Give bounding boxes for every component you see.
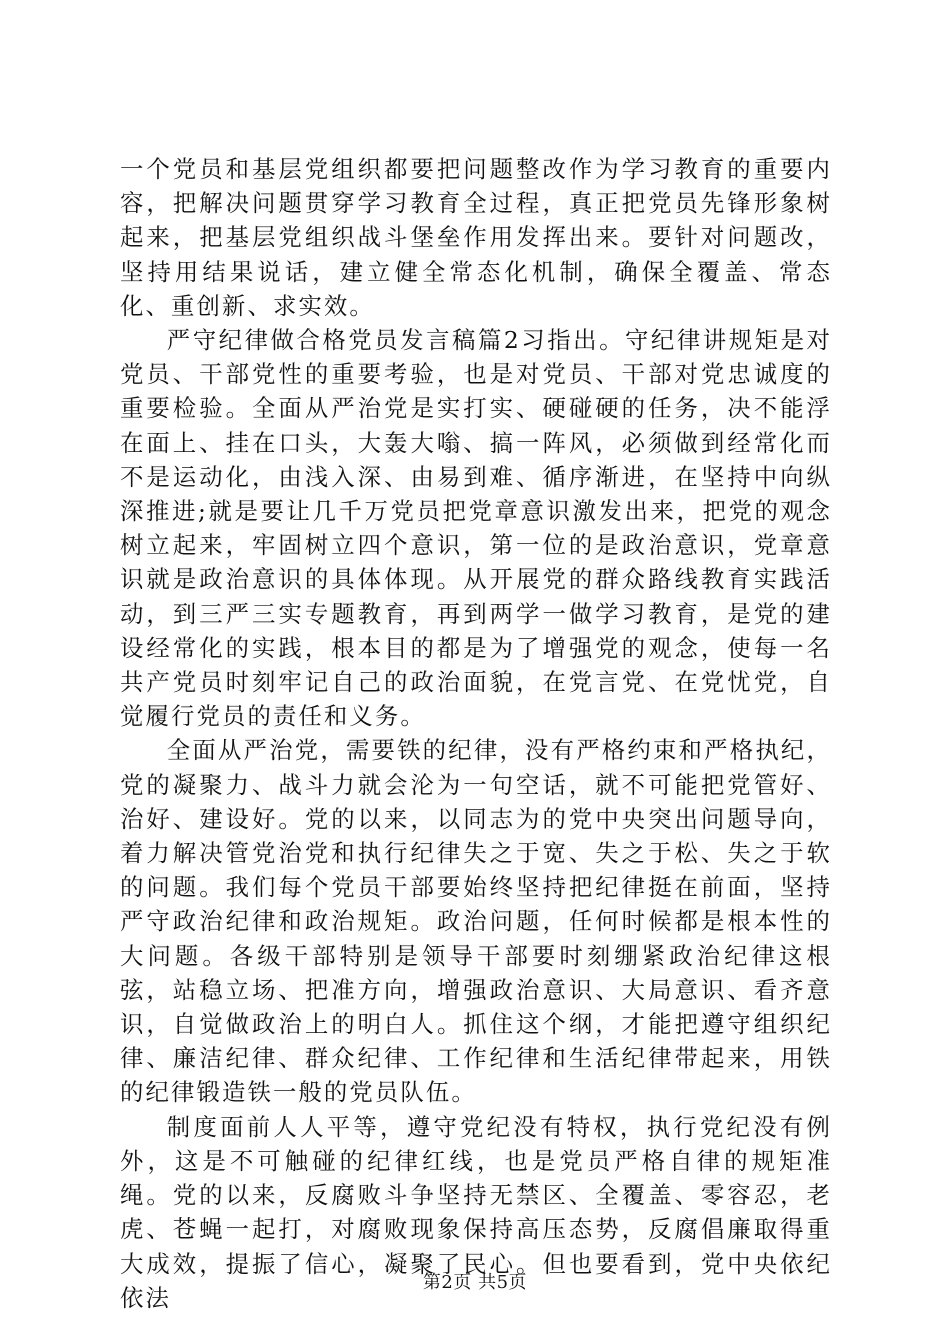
paragraph-4: 制度面前人人平等，遵守党纪没有特权，执行党纪没有例外，这是不可触碰的纪律红线，也是党员严格自律的规矩准绳。党的以来，反腐败斗争坚持无禁区、全覆盖、零容忍，老虎、苍蝇一起打，对腐败现象保持高压态势，反腐倡廉取得重大成效，提振了信心，凝聚了民心。但也要看到，党中央依纪依法 — [120, 1112, 832, 1312]
document-body — [120, 152, 832, 1315]
paragraph-1: 一个党员和基层党组织都要把问题整改作为学习教育的重要内容，把解决问题贯穿学习教育全过程，真正把党员先锋形象树起来，把基层党组织战斗堡垒作用发挥出来。要针对问题改，坚持用结果说话，建立健全常态化机制，确保全覆盖、常态化、重创新、求实效。 — [120, 155, 832, 320]
paragraph-2: 严守纪律做合格党员发言稿篇2习指出。守纪律讲规矩是对党员、干部党性的重要考验，也是对党员、干部对党忠诚度的重要检验。全面从严治党是实打实、硬碰硬的任务，决不能浮在面上、挂在口头，大轰大嗡、搞一阵风，必须做到经常化而不是运动化，由浅入深、由易到难、循序渐进，在坚持中向纵深推进;就是要让几千万党员把党章意识激发出来，把党的观念树立起来，牢固树立四个意识，第一位的是政治意识，党章意识就是政治意识的具体体现。从开展党的群众路线教育实践活动，到三严三实专题教育，再到两学一做学习教育，是党的建设经常化的实践，根本目的都是为了增强党的观念，使每一名共产党员时刻牢记自己的政治面貌，在党言党、在党忧党，自觉履行党员的责任和义务。 — [120, 326, 832, 731]
page-number-footer: 第2页 共5页 — [422, 1272, 528, 1293]
paragraph-3: 全面从严治党，需要铁的纪律，没有严格约束和严格执纪，党的凝聚力、战斗力就会沦为一句空话，就不可能把党管好、治好、建设好。党的以来，以同志为的党中央突出问题导向，着力解决管党治党和执行纪律失之于宽、失之于松、失之于软的问题。我们每个党员干部要始终坚持把纪律挺在前面，坚持严守政治纪律和政治规矩。政治问题，任何时候都是根本性的大问题。各级干部特别是领导干部要时刻绷紧政治纪律这根弦，站稳立场、把准方向，增强政治意识、大局意识、看齐意识，自觉做政治上的明白人。抓住这个纲，才能把遵守组织纪律、廉洁纪律、群众纪律、工作纪律和生活纪律带起来，用铁的纪律锻造铁一般的党员队伍。 — [120, 736, 832, 1107]
